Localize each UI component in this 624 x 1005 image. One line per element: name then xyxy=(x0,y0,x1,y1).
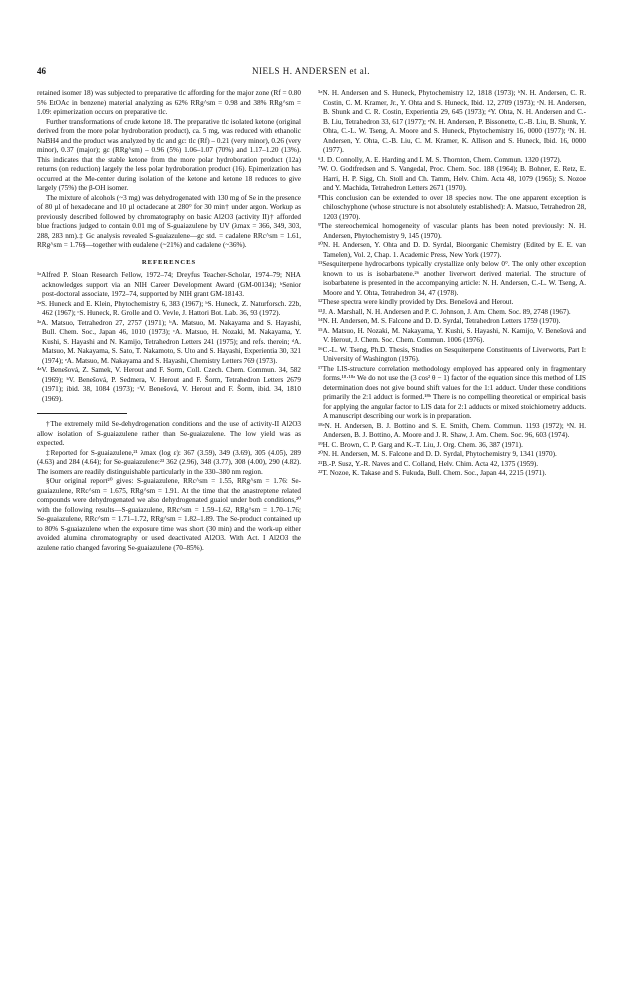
reference-entry: ¹³J. A. Marshall, N. H. Andersen and P. C. Johnson, J. Am. Chem. Soc. 89, 2748 (1967). xyxy=(318,307,571,316)
reference-entry: ⁴ᵃV. Benešová, Z. Samek, V. Herout and F. Sorm, Coll. Czech. Chem. Commun. 34, 582 (1969); ᵇV. Benešová, P. Sedmera, V. Herout and F. Šorm, Tetrahedron Letters 2679 (1971); ibid. 38, 1084 (1973); ᶜV. Benešová, V. Herout and F. Šorm, ibid. 34, 1810 (1969). xyxy=(37,366,301,403)
reference-entry: ¹⁸ᵃN. H. Andersen, B. J. Bottino and S. E. Smith, Chem. Commun. 1193 (1972); ᵇN. H. Andersen, B. J. Bottino, A. Moore and J. R. Shaw, J. Am. Chem. Soc. 96, 603 (1974). xyxy=(318,421,586,439)
running-head: NIELS H. ANDERSEN et al. xyxy=(252,66,370,76)
body-paragraph: The mixture of alcohols (~3 mg) was dehydrogenated with 130 mg of Se in the presence of 80 µl of hexadecane and 10 µl octadecane at 280° for 30 min† under argon. Workup as previously described followed by chromatography on basic Al2O3 (activity II)† afforded blue fractions judged to contain 0.01 mg of S-guaiazulene by UV (λmax = 366, 349, 303, 288, 283 nm).‡ Gc analysis revealed S-guaiazulene—gc std. = cadalene RRc^sm = 1.61, RRg^sm = 1.76§—together with eudalene (~21%) and cadalene (~36%). xyxy=(37,193,301,249)
reference-entry: ²²T. Nozoe, K. Takase and S. Fukuda, Bull. Chem. Soc., Japan 44, 2215 (1971). xyxy=(318,469,547,477)
reference-entry: ⁵ᵃN. H. Andersen and S. Huneck, Phytochemistry 12, 1818 (1973); ᵇN. H. Andersen, C. R. Costin, C. M. Kramer, Jr., Y. Ohta and S. Huneck, Ibid. 12, 2709 (1973); ᶜN. H. Andersen, B. Shunk and C. R. Costin, Experientia 29, 645 (1973); ᵈY. Ohta, N. H. Andersen and C.-B. Liu, Tetrahedron 33, 617 (1977); ᵉN. H. Andersen, P. Bissonette, C.-B. Liu, B. Shunk, Y. Ohta, C.-L. W. Tseng, A. Moore and S. Huneck, Phytochemistry 16, 0000 (1977); ᶠN. H. Andersen, Y. Ohta, C.-B. Liu, C. M. Kramer, K. Allison and S. Huneck, Ibid. 16, 0000 (1977). xyxy=(318,89,586,154)
footnote-divider xyxy=(37,413,127,414)
footnote: †The extremely mild Se-dehydrogenation conditions and the use of activity-II Al2O3 allow isolation of S-guaiazulene rather than Se-guaiazulene. The low yield was as expected. xyxy=(37,420,301,447)
reference-entry: ²¹B.-P. Susz, Y.-R. Naves and C. Colland, Helv. Chim. Acta 42, 1375 (1959). xyxy=(318,459,539,468)
reference-entry: ¹ᵃAlfred P. Sloan Research Fellow, 1972–74; Dreyfus Teacher-Scholar, 1974–79; NHA acknowledges support via an NIH Career Development Award (GM-00134); ᵇSenior post-doctoral associate, 1972–74, supported by NIH grant GM-18143. xyxy=(37,271,301,298)
reference-entry: ¹⁵A. Matsuo, H. Nozaki, M. Nakayama, Y. Kushi, S. Hayashi, N. Kamijo, V. Benešová and V. Herout, J. Chem. Soc. Chem. Commun. 1006 (1976). xyxy=(318,326,586,344)
reference-entry: ⁶J. D. Connolly, A. E. Harding and I. M. S. Thornton, Chem. Commun. 1320 (1972). xyxy=(318,155,562,164)
reference-entry: ¹⁴N. H. Andersen, M. S. Falcone and D. D. Syrdal, Tetrahedron Letters 1759 (1970). xyxy=(318,317,561,325)
reference-entry: ¹²These spectra were kindly provided by Drs. Benešová and Herout. xyxy=(318,298,514,306)
reference-entry: ¹⁰N. H. Andersen, Y. Ohta and D. D. Syrdal, Bioorganic Chemistry (Edited by E. E. van Tamelen), Vol. 2, Chap. 1. Academic Press, New York (1977). xyxy=(318,241,586,259)
page-number: 46 xyxy=(37,66,46,76)
body-paragraph: retained isomer 18) was subjected to preparative tlc affording for the major zone (Rf = 0.80 5% EtOAc in benzene) material analyzing as 62% RRg^sm = 0.98 and 38% RRg^sm = 1.09: epimerization occurs on preparative tlc. xyxy=(37,89,301,116)
reference-entry: ¹⁷The LIS-structure correlation methodology employed has appeared only in fragmentary forms.¹⁸·¹⁸ᵃ We do not use the (3 cos² θ − 1) factor of the equation since this method of LIS determination does not give bound shift values for the 1:1 adduct. Under these conditions primarily the 2:1 adduct is formed.¹⁸ᵇ There is no compelling theoretical or empirical basis for applying the angular factor to LIS data for 2:1 adducts or mixed stoichiometry adducts. A manuscript describing our work is in preparation. xyxy=(318,364,586,420)
reference-entry: ²⁰N. H. Andersen, M. S. Falcone and D. D. Syrdal, Phytochemistry 9, 1341 (1970). xyxy=(318,450,557,458)
left-column xyxy=(37,89,301,553)
reference-entry: ¹⁶C.-L. W. Tseng, Ph.D. Thesis, Studies on Sesquiterpene Constituents of Liverworts, Part I: University of Washington (1976). xyxy=(318,345,586,363)
reference-entry: ¹⁹H. C. Brown, C. P. Garg and K.-T. Liu, J. Org. Chem. 36, 387 (1971). xyxy=(318,440,523,449)
reference-entry: ⁷W. O. Godtfredsen and S. Vangedal, Proc. Chem. Soc. 188 (1964); B. Bohner, E. Retz, E. Harri, H. P. Sigg, Ch. Stoll and Ch. Tamm, Helv. Chim. Acta 48, 1079 (1965); S. Nozoe and Y. Machida, Tetrahedron Letters 2671 (1970). xyxy=(318,165,586,192)
reference-entry: ⁸This conclusion can be extended to over 18 species now. The one apparent exception is chiloschyphone (whose structure is not absolutely established): A. Matsuo, Tetrahedron 28, 1203 (1970). xyxy=(318,193,586,221)
reference-entry: ³ᵃA. Matsuo, Tetrahedron 27, 2757 (1971); ᵇA. Matsuo, M. Nakayama and S. Hayashi, Bull. Chem. Soc., Japan 46, 1010 (1973); ᶜA. Matsuo, H. Nozaki, M. Nakayama, Y. Kushi, S. Hayashi and N. Kamijo, Tetrahedron Letters 241 (1975); and refs. therein; ᵈA. Matsuo, M. Nakayama, S. Sato, T. Nakamoto, S. Uto and S. Hayashi, Experientia 30, 321 (1974); ᵉA. Matsuo, M. Nakayama and S. Hayashi, Chemistry Letters 769 (1973). xyxy=(37,318,301,365)
reference-entry: ²ᵃS. Huneck and E. Klein, Phytochemistry 6, 383 (1967); ᵇS. Huneck, Z. Naturforsch. 22b, 462 (1967); ᶜS. Huneck, R. Grolle and O. Vevle, J. Hattori Bot. Lab. 36, 93 (1972). xyxy=(37,299,301,317)
footnote: ‡Reported for S-guaiazulene,²¹ λmax (log ε): 367 (3.59), 349 (3.69), 305 (4.05), 289 (4.63) and 284 (4.64); for Se-guaiazulene:²³ 362 (2.96), 348 (3.77), 308 (4.00), 290 (4.82). The isomers are readily distinguishable particularly in the 330–380 nm region. xyxy=(37,448,301,476)
footnote: §Our original report²⁰ gives: S-guaiazulene, RRc^sm = 1.55, RRg^sm = 1.76: Se-guaiazulene, RRc^sm = 1.675, RRg^sm = 1.91. At the time that the anastreptene related compounds were dehydrogenated we also dehydrogenated guaiol under both conditions,²⁰ with the following results—S-guaiazulene, RRc^sm = 1.59–1.62, RRg^sm = 1.70–1.76; Se-guaiazulene, RRc^sm = 1.71–1.72, RRg^sm = 1.82–1.89. The Se-product contained up to 80% S-guaiazulene when the exposure time was short (30 min) and the work-up either avoided alumina chromatography or used deactivated Al2O3. With Act. I Al2O3 the azulene ratio changed favoring Se-guaiazulene (70–85%). xyxy=(37,477,301,552)
references-heading: REFERENCES xyxy=(141,258,197,266)
reference-entry: ⁹The stereochemical homogeneity of vascular plants has been noted previously: N. H. Andersen, Phytochemistry 9, 145 (1970). xyxy=(318,222,586,240)
reference-entry: ¹¹Sesquiterpene hydrocarbons typically crystallize only below 0°. The only other exception known to us is isobarbatene.²⁶ another liverwort derived material. The structure of isobarbatene is presented in the accompanying article: N. H. Andersen, C.-L. W. Tseng, A. Moore and Y. Ohta, Tetrahedron 34, 47 (1978). xyxy=(318,260,586,297)
body-paragraph: Further transformations of crude ketone 18. The preparative tlc isolated ketone (original derived from the more polar hydroboration product), ca. 5 mg, was reduced with ethanolic NaBH4 and the product was analyzed by tlc and gc: tlc (Rf) – 0.21 (very minor), 0.26 (very minor), 0.37 (major); gc (RRg^sm) – 0.96 (5%) 1.06–1.07 (70%) and 1.17–1.20 (13%). This indicates that the stable ketone from the more polar hydroboration product (12a) returns (on reduction) largely the less polar hydroboration product (16). Epimerization has occurred at the Me-center during isolation of the ketone and ketone 18 reduces to give largely (75%) the β-OH isomer. xyxy=(37,117,301,192)
page-header xyxy=(37,66,585,80)
right-column xyxy=(318,89,586,479)
